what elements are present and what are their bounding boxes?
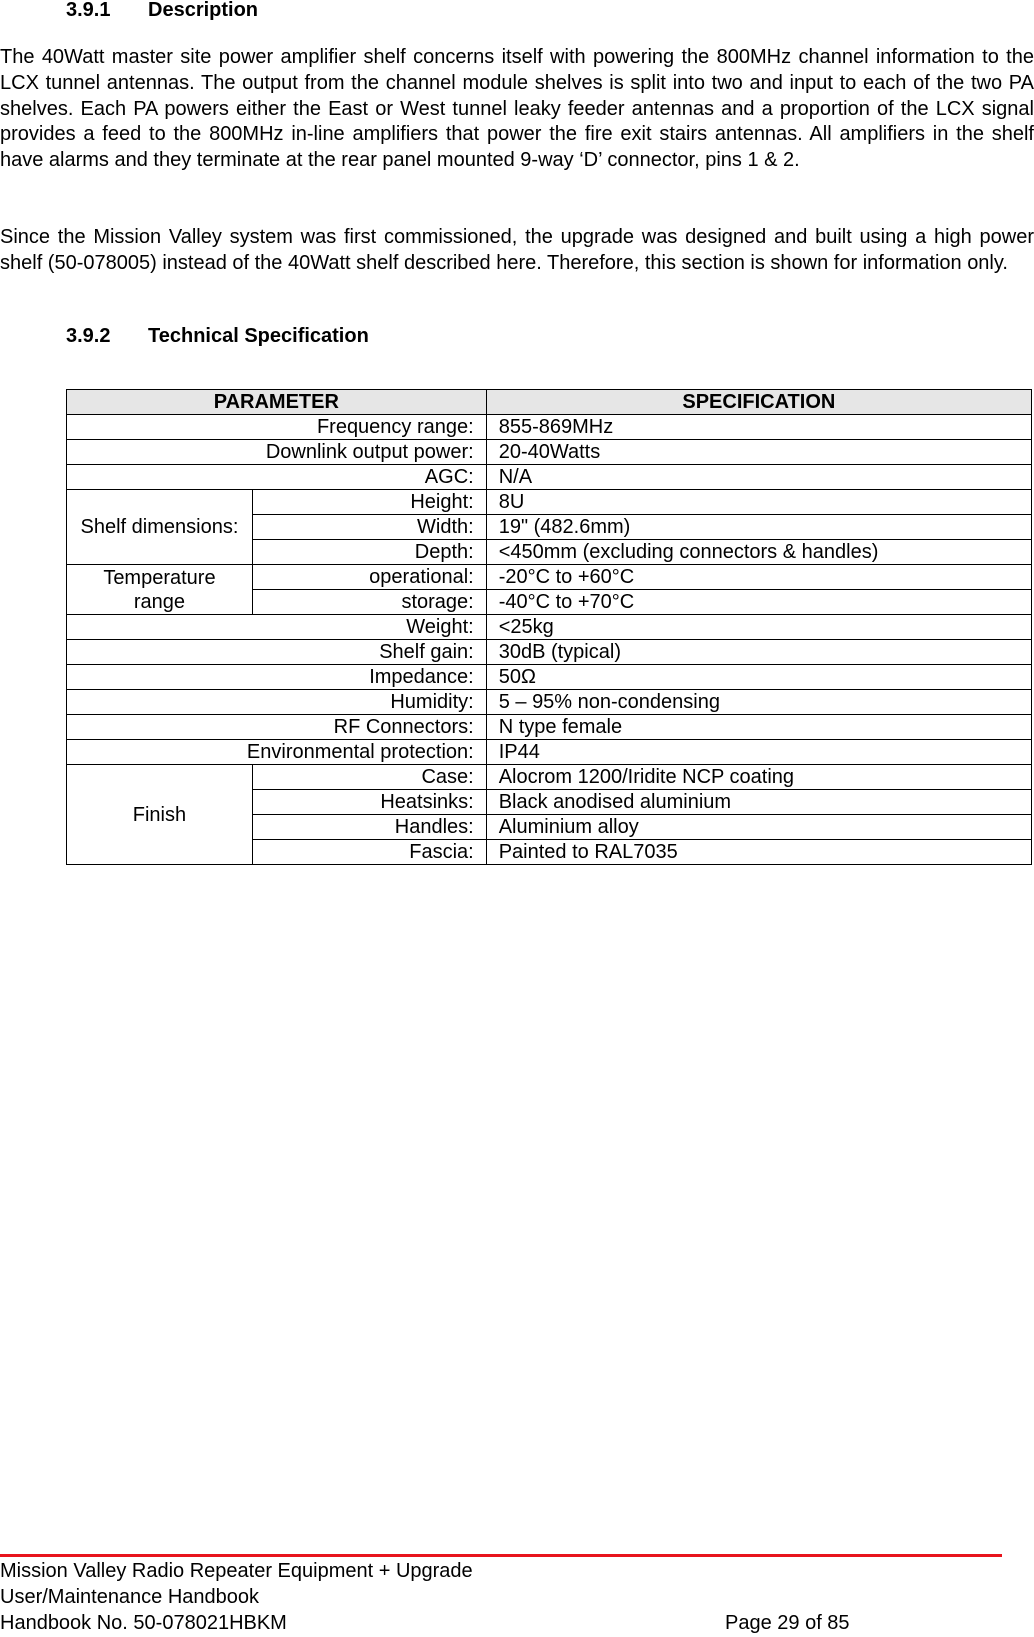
footer-handbook-number: Handbook No. 50-078021HBKM: [0, 1612, 287, 1634]
param-label: Shelf gain:: [67, 640, 487, 665]
specification-header: SPECIFICATION: [486, 390, 1031, 415]
param-label: Width:: [252, 515, 486, 540]
table-row: [67, 665, 1032, 690]
spec-value: 50Ω: [486, 665, 1031, 690]
footer-rule: [0, 1554, 1002, 1557]
param-label: RF Connectors:: [67, 715, 487, 740]
section-title: Technical Specification: [148, 325, 369, 347]
spec-value: <450mm (excluding connectors & handles): [486, 540, 1031, 565]
param-label: Height:: [252, 490, 486, 515]
footer-page-number: Page 29 of 85: [725, 1612, 850, 1634]
table-row: [67, 415, 1032, 440]
footer-subtitle: User/Maintenance Handbook: [0, 1586, 260, 1608]
param-label: Impedance:: [67, 665, 487, 690]
table-row: [67, 615, 1032, 640]
spec-value: Black anodised aluminium: [486, 790, 1031, 815]
table-header-row: [67, 390, 1032, 415]
param-label: operational:: [252, 565, 486, 590]
section-title: Description: [148, 0, 259, 21]
spec-value: 855-869MHz: [486, 415, 1031, 440]
spec-value: 19" (482.6mm): [486, 515, 1031, 540]
spec-value: 20-40Watts: [486, 440, 1031, 465]
spec-value: -40°C to +70°C: [486, 590, 1031, 615]
param-label: Heatsinks:: [252, 790, 486, 815]
param-label: AGC:: [67, 465, 487, 490]
parameter-header: PARAMETER: [67, 390, 487, 415]
footer-title: Mission Valley Radio Repeater Equipment + Upgrade: [0, 1560, 473, 1582]
param-label: Downlink output power:: [67, 440, 487, 465]
param-label: Case:: [252, 765, 486, 790]
table-row: [67, 490, 1032, 515]
table-row: [67, 690, 1032, 715]
spec-value: <25kg: [486, 615, 1031, 640]
group-label-finish: Finish: [67, 765, 253, 865]
param-label: Weight:: [67, 615, 487, 640]
note-paragraph: Since the Mission Valley system was first commissioned, the upgrade was designed and built using a high power shelf (50-078005) instead of the 40Watt shelf described here. Therefore, this section is shown for information only.: [0, 226, 1034, 274]
table-row: [67, 640, 1032, 665]
spec-value: Painted to RAL7035: [486, 840, 1031, 865]
table-row: [67, 465, 1032, 490]
section-number: 3.9.2: [66, 325, 111, 347]
section-heading-technical-spec: [66, 324, 369, 348]
spec-value: Aluminium alloy: [486, 815, 1031, 840]
spec-value: 8U: [486, 490, 1031, 515]
spec-value: IP44: [486, 740, 1031, 765]
param-label: Environmental protection:: [67, 740, 487, 765]
spec-value: 30dB (typical): [486, 640, 1031, 665]
specification-table: [66, 389, 1032, 865]
table-row: [67, 740, 1032, 765]
group-label-shelf-dimensions: Shelf dimensions:: [67, 490, 253, 565]
table-row: [67, 565, 1032, 590]
param-label: storage:: [252, 590, 486, 615]
spec-value: N/A: [486, 465, 1031, 490]
section-heading-description: [66, 0, 258, 22]
table-row: [67, 715, 1032, 740]
spec-value: Alocrom 1200/Iridite NCP coating: [486, 765, 1031, 790]
param-label: Frequency range:: [67, 415, 487, 440]
table-row: [67, 440, 1032, 465]
table-row: [67, 765, 1032, 790]
spec-value: 5 – 95% non-condensing: [486, 690, 1031, 715]
group-label-temperature-range: Temperature range: [67, 565, 253, 615]
section-number: 3.9.1: [66, 0, 111, 21]
param-label: Fascia:: [252, 840, 486, 865]
spec-value: -20°C to +60°C: [486, 565, 1031, 590]
param-label: Handles:: [252, 815, 486, 840]
param-label: Humidity:: [67, 690, 487, 715]
param-label: Depth:: [252, 540, 486, 565]
spec-value: N type female: [486, 715, 1031, 740]
description-paragraph: The 40Watt master site power amplifier shelf concerns itself with powering the 800MHz channel information to the LCX tunnel antennas. The output from the channel module shelves is split into two and input to each of the two PA shelves. Each PA powers either the East or West tunnel leaky feeder antennas and a proportion of the LCX signal provides a feed to the 800MHz in-line amplifiers that power the fire exit stairs antennas. All amplifiers in the shelf have alarms and they terminate at the rear panel mounted 9-way ‘D’ connector, pins 1 & 2.: [0, 46, 1034, 172]
